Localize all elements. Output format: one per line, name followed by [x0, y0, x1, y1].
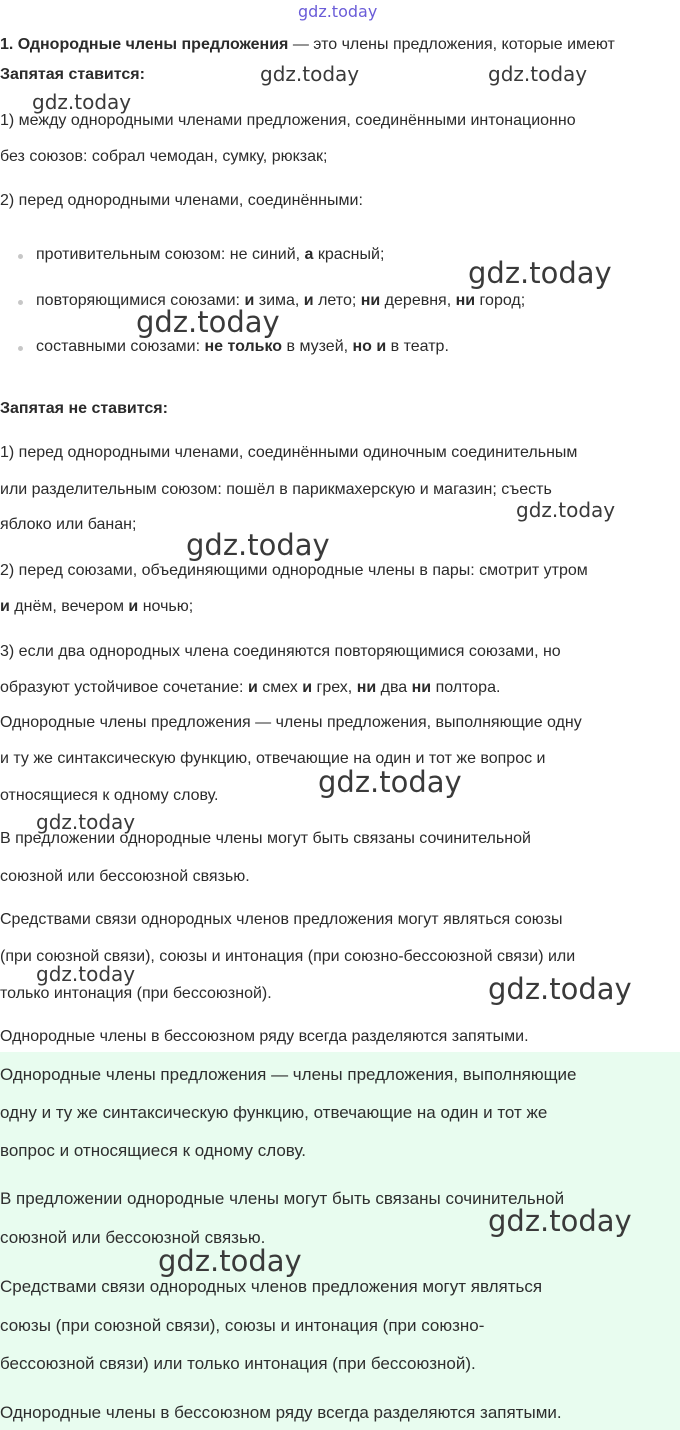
watermark: gdz.today: [136, 305, 280, 339]
bullet-dot: [18, 346, 23, 351]
definition-p1-line1: Однородные члены предложения — члены предложения, выполняющие одну: [0, 714, 582, 731]
summary-p1-line3: вопрос и относящиеся к одному слову.: [0, 1141, 306, 1160]
watermark: gdz.today: [488, 1204, 632, 1238]
watermark: gdz.today: [488, 972, 632, 1006]
definition-p2-line1: В предложении однородные члены могут быть связаны сочинительной: [0, 830, 531, 847]
definition-p1-line2: и ту же синтаксическую функцию, отвечающие на один и тот же вопрос и: [0, 750, 546, 767]
watermark: gdz.today: [36, 810, 136, 834]
watermark: gdz.today: [36, 962, 136, 986]
comma-no-item3-line1: 3) если два однородных члена соединяются повторяющимися союзами, но: [0, 643, 561, 660]
summary-p3-line1: Средствами связи однородных членов предложения могут являться: [0, 1277, 543, 1296]
summary-p4: Однородные члены в бессоюзном ряду всегда разделяются запятыми.: [0, 1403, 562, 1422]
watermark: gdz.today: [186, 528, 330, 562]
bullet-dot: [18, 300, 23, 305]
comma-no-item3-line2: образуют устойчивое сочетание: и смех и грех, ни два ни полтора.: [0, 679, 501, 696]
comma-no-item1-line2: или разделительным союзом: пошёл в парикмахерскую и магазин; съесть: [0, 481, 552, 498]
bullet-item-3: составными союзами: не только в музей, но и в театр.: [36, 338, 449, 355]
intro-term: Однородные члены предложения: [17, 36, 289, 53]
summary-p3-line3: бессоюзной связи) или только интонация (при бессоюзной).: [0, 1354, 476, 1373]
intro-line: [0, 36, 615, 54]
intro-number: 1.: [0, 36, 14, 53]
watermark: gdz.today: [158, 1244, 302, 1278]
watermark: gdz.today: [32, 90, 132, 114]
watermark: gdz.today: [468, 256, 612, 290]
comma-no-item2-line2: и днём, вечером и ночью;: [0, 598, 194, 615]
summary-p2-line1: В предложении однородные члены могут быть связаны сочинительной: [0, 1189, 565, 1208]
watermark: gdz.today: [488, 62, 588, 86]
summary-p3-line2: союзы (при союзной связи), союзы и интонация (при союзно-: [0, 1316, 485, 1335]
summary-p2-line2: союзной или бессоюзной связью.: [0, 1228, 266, 1247]
bullet-item-2: повторяющимися союзами: и зима, и лето; ни деревня, ни город;: [36, 292, 526, 309]
summary-p1-line2: одну и ту же синтаксическую функцию, отвечающие на один и тот же: [0, 1103, 548, 1122]
watermark: gdz.today: [260, 62, 360, 86]
watermark: gdz.today: [318, 765, 462, 799]
comma-no-item1-line3: яблоко или банан;: [0, 516, 137, 533]
definition-p3-line2: (при союзной связи), союзы и интонация (при союзно-бессоюзной связи) или: [0, 948, 576, 965]
comma-no-item1-line1: 1) перед однородными членами, соединёнными одиночным соединительным: [0, 444, 578, 461]
bullet-dot: [18, 254, 23, 259]
comma-yes-title: Запятая ставится:: [0, 66, 145, 83]
summary-p1-line1: Однородные члены предложения — члены предложения, выполняющие: [0, 1065, 577, 1084]
comma-no-item2-line1: 2) перед союзами, объединяющими однородные члены в пары: смотрит утром: [0, 562, 588, 579]
comma-no-title: Запятая не ставится:: [0, 400, 168, 417]
comma-yes-item2: 2) перед однородными членами, соединёнными:: [0, 192, 363, 209]
definition-p1-line3: относящиеся к одному слову.: [0, 787, 219, 804]
intro-rest: — это члены предложения, которые имеют: [288, 36, 615, 53]
bullet-item-1: противительным союзом: не синий, а красный;: [36, 246, 385, 263]
comma-yes-item1-line2: без союзов: собрал чемодан, сумку, рюкзак;: [0, 148, 328, 165]
watermark: gdz.today: [516, 498, 616, 522]
definition-p4: Однородные члены в бессоюзном ряду всегда разделяются запятыми.: [0, 1028, 529, 1045]
watermark: gdz.today: [298, 2, 378, 21]
definition-p2-line2: союзной или бессоюзной связью.: [0, 868, 250, 885]
definition-p3-line3: только интонация (при бессоюзной).: [0, 985, 272, 1002]
definition-p3-line1: Средствами связи однородных членов предложения могут являться союзы: [0, 911, 563, 928]
comma-yes-item1-line1: 1) между однородными членами предложения, соединёнными интонационно: [0, 112, 576, 129]
